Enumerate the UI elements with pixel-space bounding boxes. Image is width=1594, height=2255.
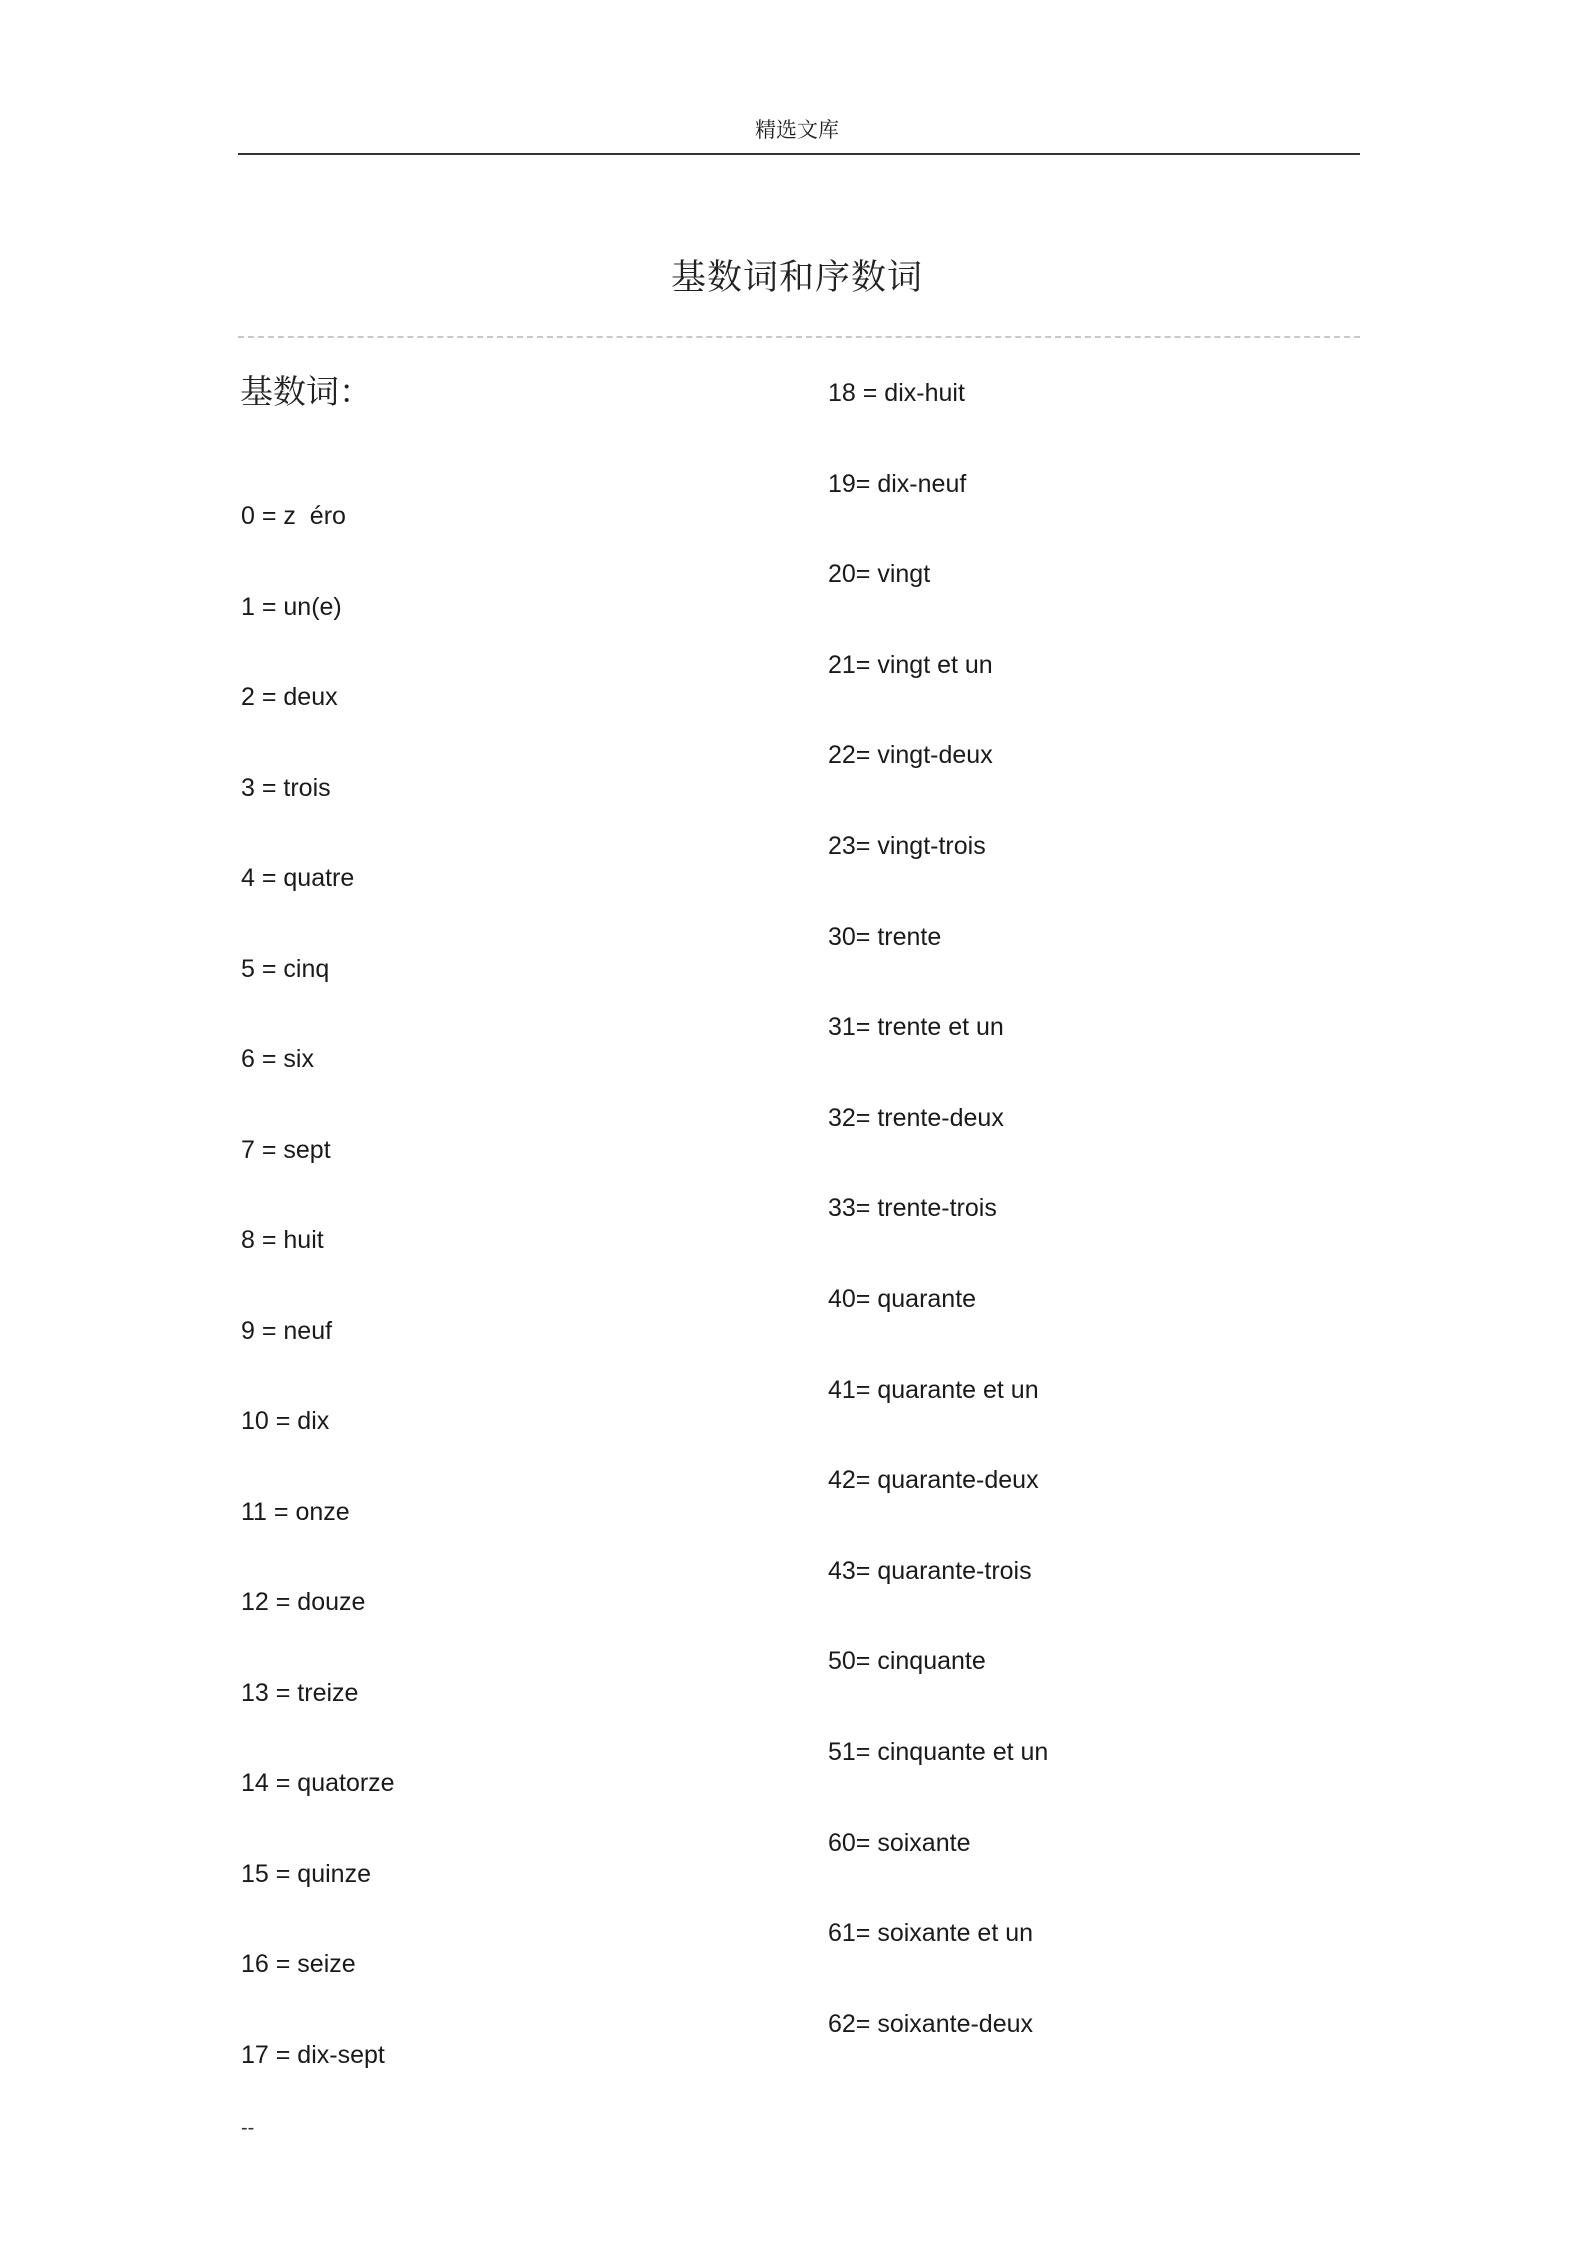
cardinal-entry: 21= vingt et un — [828, 650, 993, 679]
cardinal-entry: 14 = quatorze — [241, 1769, 395, 1797]
cardinal-entry: 7 = sept — [241, 1135, 331, 1164]
footer-mark: -- — [241, 2117, 255, 2139]
cardinal-entry: 2 = deux — [241, 683, 338, 711]
cardinal-entry: 51= cinquante et un — [828, 1737, 1049, 1766]
cardinal-entry: 11 = onze — [241, 1497, 350, 1526]
cardinal-entry: 30= trente — [828, 922, 942, 951]
cardinal-entry: 43= quarante-trois — [828, 1556, 1032, 1585]
header-divider — [238, 153, 1360, 155]
cardinal-entry: 62= soixante-deux — [828, 2009, 1034, 2038]
cardinal-entry: 33= trente-trois — [828, 1194, 997, 1223]
cardinal-entry: 6 = six — [241, 1045, 314, 1073]
cardinal-entry: 22= vingt-deux — [828, 741, 993, 770]
cardinal-entry: 19= dix-neuf — [828, 469, 967, 498]
cardinal-entry: 9 = neuf — [241, 1316, 333, 1345]
title-divider — [238, 336, 1360, 338]
cardinal-entry: 0 = z éro — [241, 502, 346, 530]
cardinal-entry: 16 = seize — [241, 1950, 356, 1978]
document-title: 基数词和序数词 — [670, 258, 923, 298]
cardinal-entry: 8 = huit — [241, 1226, 324, 1254]
cardinal-entry: 20= vingt — [828, 560, 931, 589]
cardinal-entry: 50= cinquante — [828, 1647, 986, 1676]
cardinal-entry: 60= soixante — [828, 1828, 971, 1857]
cardinal-entry: 41= quarante et un — [828, 1375, 1039, 1404]
cardinal-entry: 23= vingt-trois — [828, 831, 986, 860]
cardinal-entry: 32= trente-deux — [828, 1103, 1004, 1132]
cardinal-entry: 61= soixante et un — [828, 1919, 1034, 1948]
page-header-label: 精选文库 — [755, 118, 839, 142]
cardinal-list-left — [241, 499, 395, 2128]
cardinal-entry: 12 = douze — [241, 1588, 366, 1616]
cardinal-entry: 17 = dix-sept — [241, 2040, 385, 2069]
cardinal-entry: 10 = dix — [241, 1407, 330, 1435]
cardinal-entry: 1 = un(e) — [241, 592, 342, 621]
cardinal-entry: 31= trente et un — [828, 1013, 1004, 1042]
cardinal-entry: 40= quarante — [828, 1284, 977, 1313]
cardinal-entry: 18 = dix-huit — [828, 379, 965, 407]
cardinal-entry: 15 = quinze — [241, 1859, 371, 1888]
cardinal-entry: 5 = cinq — [241, 954, 330, 983]
section-heading-cardinals: 基数词： — [240, 372, 372, 411]
cardinal-list-right — [828, 376, 1048, 2097]
cardinal-entry: 4 = quatre — [241, 864, 355, 892]
cardinal-entry: 13 = treize — [241, 1678, 359, 1707]
cardinal-entry: 42= quarante-deux — [828, 1466, 1039, 1495]
cardinal-entry: 3 = trois — [241, 773, 331, 802]
